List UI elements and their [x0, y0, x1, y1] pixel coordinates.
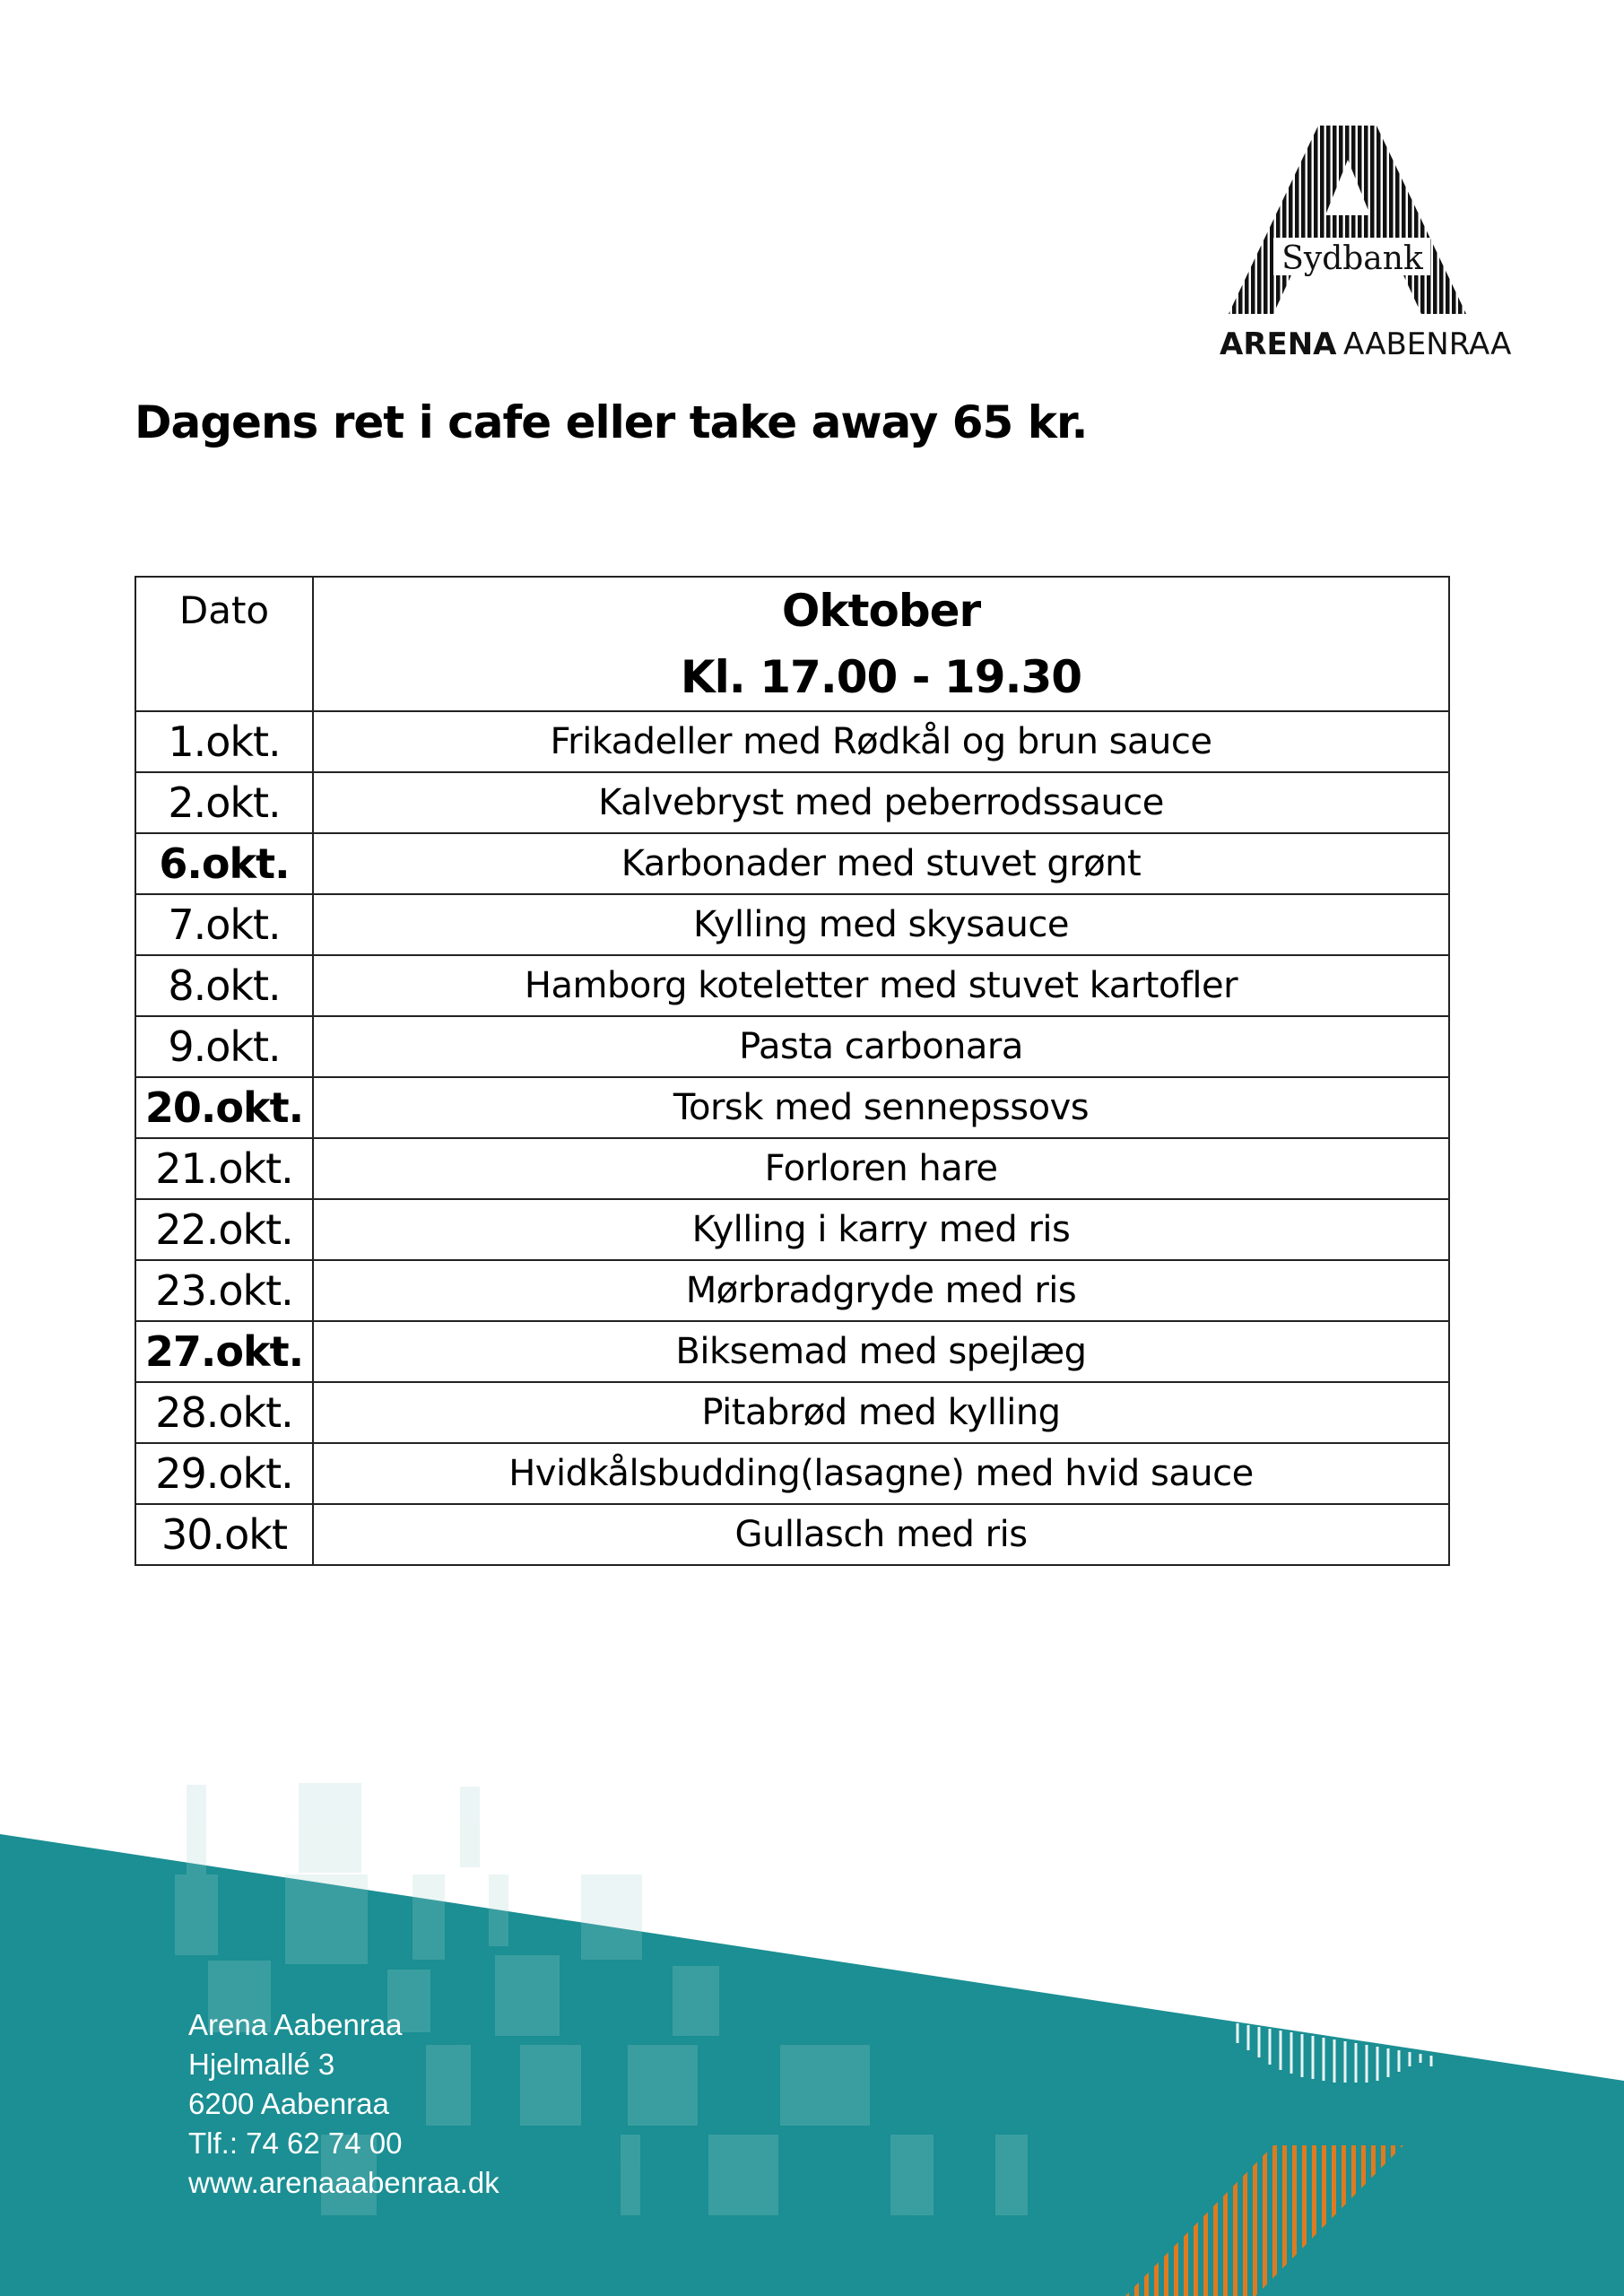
- table-row: [135, 894, 1449, 955]
- contact-phone: Tlf.: 74 62 74 00: [188, 2126, 403, 2160]
- table-row: [135, 1199, 1449, 1260]
- menu-table: [135, 576, 1450, 1566]
- contact-website[interactable]: www.arenaaabenraa.dk: [188, 2166, 499, 2199]
- table-row: [135, 1016, 1449, 1077]
- row-dish: Pitabrød med kylling: [313, 1382, 1449, 1443]
- row-dish: Frikadeller med Rødkål og brun sauce: [313, 711, 1449, 772]
- row-date: 23.okt.: [135, 1260, 313, 1321]
- sydbank-arena-logo: [1220, 126, 1533, 363]
- row-dish: Biksemad med spejlæg: [313, 1321, 1449, 1382]
- contact-city: 6200 Aabenraa: [188, 2087, 389, 2120]
- hours-label: Kl. 17.00 - 19.30: [680, 651, 1082, 703]
- row-dish: Mørbradgryde med ris: [313, 1260, 1449, 1321]
- row-date: 20.okt.: [135, 1077, 313, 1138]
- month-header: [313, 577, 1449, 711]
- row-dish: Kalvebryst med peberrodssauce: [313, 772, 1449, 833]
- row-dish: Gullasch med ris: [313, 1504, 1449, 1565]
- row-date: 21.okt.: [135, 1138, 313, 1199]
- row-dish: Torsk med sennepssovs: [313, 1077, 1449, 1138]
- row-dish: Forloren hare: [313, 1138, 1449, 1199]
- row-date: 8.okt.: [135, 955, 313, 1016]
- row-dish: Kylling i karry med ris: [313, 1199, 1449, 1260]
- table-row: [135, 1077, 1449, 1138]
- row-dish: Kylling med skysauce: [313, 894, 1449, 955]
- table-row: [135, 833, 1449, 894]
- table-row: [135, 1260, 1449, 1321]
- contact-info: [188, 2005, 499, 2203]
- table-row: [135, 1382, 1449, 1443]
- row-date: 27.okt.: [135, 1321, 313, 1382]
- menu-rows: [135, 711, 1449, 1565]
- row-date: 9.okt.: [135, 1016, 313, 1077]
- row-dish: Karbonader med stuvet grønt: [313, 833, 1449, 894]
- logo-city-text: AABENRAA: [1343, 326, 1512, 362]
- logo-sydbank-text: Sydbank: [1281, 240, 1423, 277]
- row-date: 7.okt.: [135, 894, 313, 955]
- table-header-row: [135, 577, 1449, 711]
- row-date: 29.okt.: [135, 1443, 313, 1504]
- table-row: [135, 1504, 1449, 1565]
- table-row: [135, 1443, 1449, 1504]
- row-dish: Hamborg koteletter med stuvet kartofler: [313, 955, 1449, 1016]
- contact-street: Hjelmallé 3: [188, 2048, 335, 2081]
- page-title: Dagens ret i cafe eller take away 65 kr.: [135, 396, 1088, 448]
- contact-name: Arena Aabenraa: [188, 2008, 403, 2041]
- table-row: [135, 711, 1449, 772]
- table-row: [135, 772, 1449, 833]
- row-date: 2.okt.: [135, 772, 313, 833]
- table-row: [135, 955, 1449, 1016]
- row-date: 22.okt.: [135, 1199, 313, 1260]
- table-row: [135, 1321, 1449, 1382]
- month-label: Oktober: [781, 585, 981, 637]
- row-date: 6.okt.: [135, 833, 313, 894]
- logo-arena-text: ARENA: [1220, 326, 1337, 362]
- row-dish: Pasta carbonara: [313, 1016, 1449, 1077]
- row-date: 1.okt.: [135, 711, 313, 772]
- date-column-header: Dato: [135, 577, 313, 711]
- row-date: 28.okt.: [135, 1382, 313, 1443]
- row-date: 30.okt: [135, 1504, 313, 1565]
- row-dish: Hvidkålsbudding(lasagne) med hvid sauce: [313, 1443, 1449, 1504]
- table-row: [135, 1138, 1449, 1199]
